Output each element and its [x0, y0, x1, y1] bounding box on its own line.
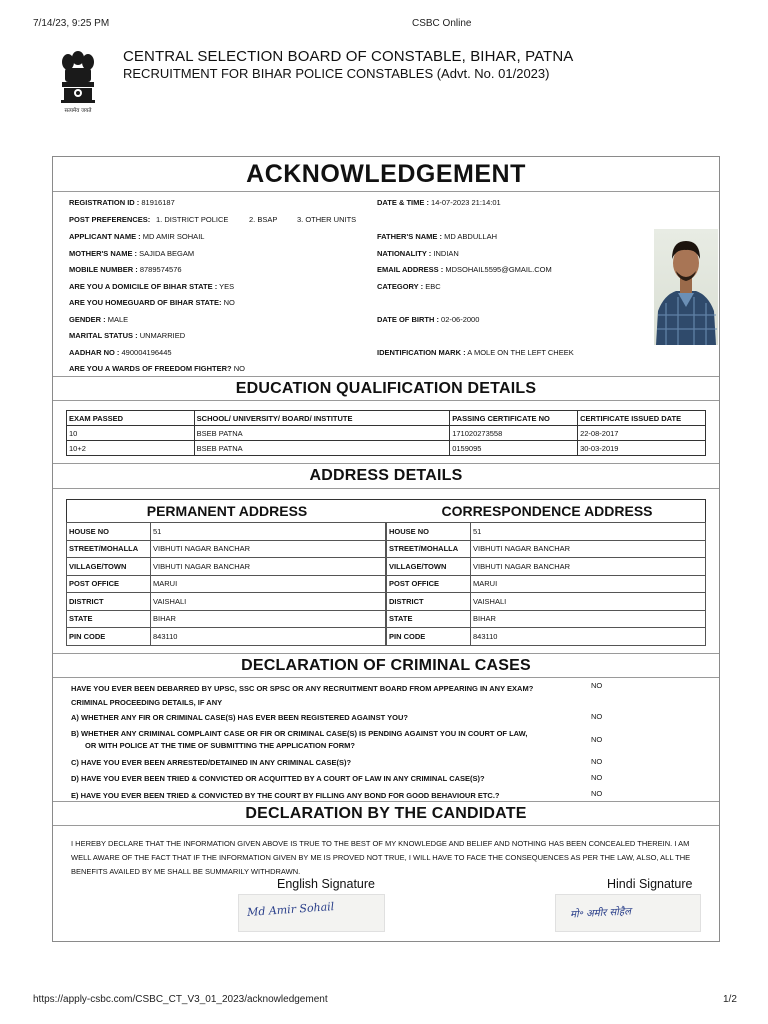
- district-label: DISTRICT: [67, 593, 151, 611]
- address-section-title: ADDRESS DETAILS: [309, 467, 463, 484]
- house-no-value: 51: [471, 523, 706, 541]
- emblem-caption: सत्यमेव जयते: [64, 108, 92, 114]
- correspondence-address-title: CORRESPONDENCE ADDRESS: [441, 503, 653, 519]
- debarred-answer: NO: [591, 681, 603, 690]
- domicile-label: ARE YOU A DOMICILE OF BIHAR STATE :: [69, 282, 218, 291]
- aadhar-no-label: AADHAR NO :: [69, 348, 120, 357]
- gender-label: GENDER :: [69, 315, 106, 324]
- state-value: BIHAR: [151, 610, 386, 628]
- mother-name-label: MOTHER'S NAME :: [69, 249, 138, 258]
- state-value: BIHAR: [471, 610, 706, 628]
- date-time-value: 14-07-2023 21:14:01: [431, 198, 501, 207]
- answer-c: NO: [591, 757, 603, 766]
- question-c: C) HAVE YOU EVER BEEN ARRESTED/DETAINED IN ANY CRIMINAL CASE(S)?: [71, 758, 352, 767]
- marital-status-value: UNMARRIED: [139, 331, 186, 340]
- table-cell: BSEB PATNA: [194, 441, 450, 456]
- gender-value: MALE: [107, 315, 129, 324]
- applicant-photo: [654, 229, 718, 345]
- divider: [53, 488, 719, 489]
- email-address-value: MDSOHAIL5595@GMAIL.COM: [445, 265, 552, 274]
- mobile-number-value: 8789574576: [139, 265, 182, 274]
- date-of-birth: [377, 315, 479, 324]
- permanent-address-table: [66, 522, 386, 646]
- village-value: VIBHUTI NAGAR BANCHAR: [471, 558, 706, 576]
- house-no-label: HOUSE NO: [67, 523, 151, 541]
- education-header-row: [67, 411, 706, 426]
- table-row: [67, 426, 706, 441]
- table-row: [67, 558, 386, 576]
- post-preference-1: 1. DISTRICT POLICE: [156, 215, 229, 224]
- table-row: [67, 610, 386, 628]
- table-row: [387, 610, 706, 628]
- permanent-address-title: PERMANENT ADDRESS: [146, 503, 308, 519]
- street-label: STREET/MOHALLA: [387, 540, 471, 558]
- table-cell: 22-08-2017: [578, 426, 706, 441]
- state-label: STATE: [387, 610, 471, 628]
- state-label: STATE: [67, 610, 151, 628]
- table-row: [387, 593, 706, 611]
- education-section-title: EDUCATION QUALIFICATION DETAILS: [235, 380, 537, 397]
- question-a: A) WHETHER ANY FIR OR CRIMINAL CASE(S) HAS EVER BEEN REGISTERED AGAINST YOU?: [71, 713, 408, 722]
- correspondence-address-table: [386, 522, 706, 646]
- pin-code-value: 843110: [151, 628, 386, 646]
- question-d: D) HAVE YOU EVER BEEN TRIED & CONVICTED OR ACQUITTED BY A COURT OF LAW IN ANY CRIMINAL CASE(S)?: [71, 774, 485, 783]
- email-address: [377, 265, 552, 274]
- question-e: E) HAVE YOU EVER BEEN TRIED & CONVICTED BY THE COURT BY FILLING ANY BOND FOR GOOD BEHAVIOUR ETC.?: [71, 791, 500, 800]
- village-label: VILLAGE/TOWN: [387, 558, 471, 576]
- org-title: CENTRAL SELECTION BOARD OF CONSTABLE, BIHAR, PATNA: [123, 48, 574, 65]
- date-time: [377, 198, 501, 207]
- father-name-value: MD ABDULLAH: [444, 232, 498, 241]
- table-row: [387, 523, 706, 541]
- domicile: [69, 282, 234, 291]
- table-row: [387, 575, 706, 593]
- col-school-board: SCHOOL/ UNIVERSITY/ BOARD/ INSTITUTE: [194, 411, 450, 426]
- table-row: [67, 540, 386, 558]
- nationality: [377, 249, 459, 258]
- debarred-question: HAVE YOU EVER BEEN DEBARRED BY UPSC, SSC OR SPSC OR ANY RECRUITMENT BOARD FROM APPEARING IN ANY EXAM?: [71, 684, 534, 693]
- acknowledgement-title: ACKNOWLEDGEMENT: [246, 160, 526, 188]
- mother-name-value: SAJIDA BEGAM: [139, 249, 195, 258]
- table-row: [67, 628, 386, 646]
- answer-e: NO: [591, 789, 603, 798]
- village-label: VILLAGE/TOWN: [67, 558, 151, 576]
- english-signature-image: [238, 894, 385, 932]
- col-certificate-no: PASSING CERTIFICATE NO: [450, 411, 578, 426]
- category-value: EBC: [425, 282, 441, 291]
- post-preferences: [69, 215, 150, 224]
- post-preference-2: 2. BSAP: [249, 215, 278, 224]
- table-row: [387, 540, 706, 558]
- table-row: [387, 628, 706, 646]
- table-cell: 10+2: [67, 441, 195, 456]
- registration-id: [69, 198, 175, 207]
- answer-b: NO: [591, 735, 603, 744]
- mother-name: [69, 249, 194, 258]
- applicant-name: [69, 232, 204, 241]
- divider: [53, 825, 719, 826]
- identification-mark-label: IDENTIFICATION MARK :: [377, 348, 466, 357]
- street-value: VIBHUTI NAGAR BANCHAR: [471, 540, 706, 558]
- mobile-number: [69, 265, 182, 274]
- table-cell: 30-03-2019: [578, 441, 706, 456]
- divider: [53, 400, 719, 401]
- table-row: [67, 441, 706, 456]
- nationality-value: INDIAN: [433, 249, 459, 258]
- marital-status: [69, 331, 185, 340]
- district-value: VAISHALI: [471, 593, 706, 611]
- print-datetime: 7/14/23, 9:25 PM: [33, 18, 110, 29]
- acknowledgement-form: [52, 156, 720, 942]
- pin-code-value: 843110: [471, 628, 706, 646]
- divider: [53, 191, 719, 192]
- table-row: [67, 523, 386, 541]
- post-preferences-label: POST PREFERENCES:: [69, 215, 151, 224]
- nationality-label: NATIONALITY :: [377, 249, 432, 258]
- marital-status-label: MARITAL STATUS :: [69, 331, 138, 340]
- homeguard-value: NO: [223, 298, 235, 307]
- table-row: [67, 593, 386, 611]
- english-signature: Md Amir Sohail: [246, 899, 335, 920]
- criminal-proceeding-subtitle: CRIMINAL PROCEEDING DETAILS, IF ANY: [71, 698, 223, 707]
- homeguard-label: ARE YOU HOMEGUARD OF BIHAR STATE:: [69, 298, 222, 307]
- freedom-fighter-label: ARE YOU A WARDS OF FREEDOM FIGHTER?: [69, 364, 232, 373]
- freedom-fighter-value: NO: [233, 364, 245, 373]
- table-row: [387, 558, 706, 576]
- pin-code-label: PIN CODE: [387, 628, 471, 646]
- gender: [69, 315, 128, 324]
- divider: [53, 677, 719, 678]
- candidate-declaration-title: DECLARATION BY THE CANDIDATE: [245, 805, 527, 822]
- email-address-label: EMAIL ADDRESS :: [377, 265, 444, 274]
- house-no-value: 51: [151, 523, 386, 541]
- pin-code-label: PIN CODE: [67, 628, 151, 646]
- col-exam-passed: EXAM PASSED: [67, 411, 195, 426]
- table-cell: BSEB PATNA: [194, 426, 450, 441]
- english-signature-label: English Signature: [277, 877, 375, 891]
- district-label: DISTRICT: [387, 593, 471, 611]
- answer-d: NO: [591, 773, 603, 782]
- date-time-label: DATE & TIME :: [377, 198, 429, 207]
- category: [377, 282, 441, 291]
- declaration-text: I HEREBY DECLARE THAT THE INFORMATION GIVEN ABOVE IS TRUE TO THE BEST OF MY KNOWLEDGE AND BELIEF AND NOTHING HAS BEEN CONCEALED THEREIN. I AM WELL AWARE OF THE FACT THAT IF THE INFORMATION GIVEN BY ME IS PROVED NOT TRUE, I WILL HAVE TO FACE THE CONSEQUENCES AS PER THE LAW, ALSO, ALL THE BENEFITS AVAILED BY ME SHALL BE SUMMARILY WITHDRAWN.: [71, 839, 691, 876]
- hindi-signature-image: [555, 894, 701, 932]
- house-no-label: HOUSE NO: [387, 523, 471, 541]
- address-details-box: [66, 499, 706, 646]
- col-issued-date: CERTIFICATE ISSUED DATE: [578, 411, 706, 426]
- applicant-name-value: MD AMIR SOHAIL: [142, 232, 205, 241]
- category-label: CATEGORY :: [377, 282, 424, 291]
- recruitment-title: RECRUITMENT FOR BIHAR POLICE CONSTABLES (Advt. No. 01/2023): [123, 66, 550, 81]
- father-name: [377, 232, 497, 241]
- date-of-birth-value: 02-06-2000: [441, 315, 480, 324]
- aadhar-no: [69, 348, 172, 357]
- hindi-signature-label: Hindi Signature: [607, 877, 693, 891]
- post-office-label: POST OFFICE: [67, 575, 151, 593]
- post-office-value: MARUI: [471, 575, 706, 593]
- table-cell: 10: [67, 426, 195, 441]
- homeguard: [69, 298, 235, 307]
- mobile-number-label: MOBILE NUMBER :: [69, 265, 138, 274]
- print-url: https://apply-csbc.com/CSBC_CT_V3_01_2023/acknowledgement: [33, 994, 328, 1005]
- identification-mark-value: A MOLE ON THE LEFT CHEEK: [467, 348, 574, 357]
- post-office-label: POST OFFICE: [387, 575, 471, 593]
- table-cell: 0159095: [450, 441, 578, 456]
- table-cell: 171020273558: [450, 426, 578, 441]
- post-office-value: MARUI: [151, 575, 386, 593]
- print-page-number: 1/2: [723, 994, 737, 1005]
- print-page-title: CSBC Online: [412, 18, 472, 29]
- question-b-line2: OR WITH POLICE AT THE TIME OF SUBMITTING THE APPLICATION FORM?: [85, 741, 355, 750]
- state-emblem-icon: [56, 48, 100, 120]
- answer-a: NO: [591, 712, 603, 721]
- domicile-value: YES: [219, 282, 235, 291]
- education-table: [66, 410, 706, 456]
- freedom-fighter: [69, 364, 245, 373]
- village-value: VIBHUTI NAGAR BANCHAR: [151, 558, 386, 576]
- street-label: STREET/MOHALLA: [67, 540, 151, 558]
- date-of-birth-label: DATE OF BIRTH :: [377, 315, 439, 324]
- hindi-signature: मो॰ अमीर सोहैल: [569, 906, 632, 921]
- question-b-line1: B) WHETHER ANY CRIMINAL COMPLAINT CASE OR FIR OR CRIMINAL CASE(S) IS PENDING AGAINST YOU IN COURT OF LAW,: [71, 729, 528, 738]
- criminal-section-title: DECLARATION OF CRIMINAL CASES: [241, 657, 531, 674]
- registration-id-label: REGISTRATION ID :: [69, 198, 140, 207]
- applicant-name-label: APPLICANT NAME :: [69, 232, 141, 241]
- post-preference-3: 3. OTHER UNITS: [297, 215, 357, 224]
- identification-mark: [377, 348, 574, 357]
- registration-id-value: 81916187: [141, 198, 175, 207]
- table-row: [67, 575, 386, 593]
- street-value: VIBHUTI NAGAR BANCHAR: [151, 540, 386, 558]
- aadhar-no-value: 490004196445: [121, 348, 172, 357]
- father-name-label: FATHER'S NAME :: [377, 232, 442, 241]
- district-value: VAISHALI: [151, 593, 386, 611]
